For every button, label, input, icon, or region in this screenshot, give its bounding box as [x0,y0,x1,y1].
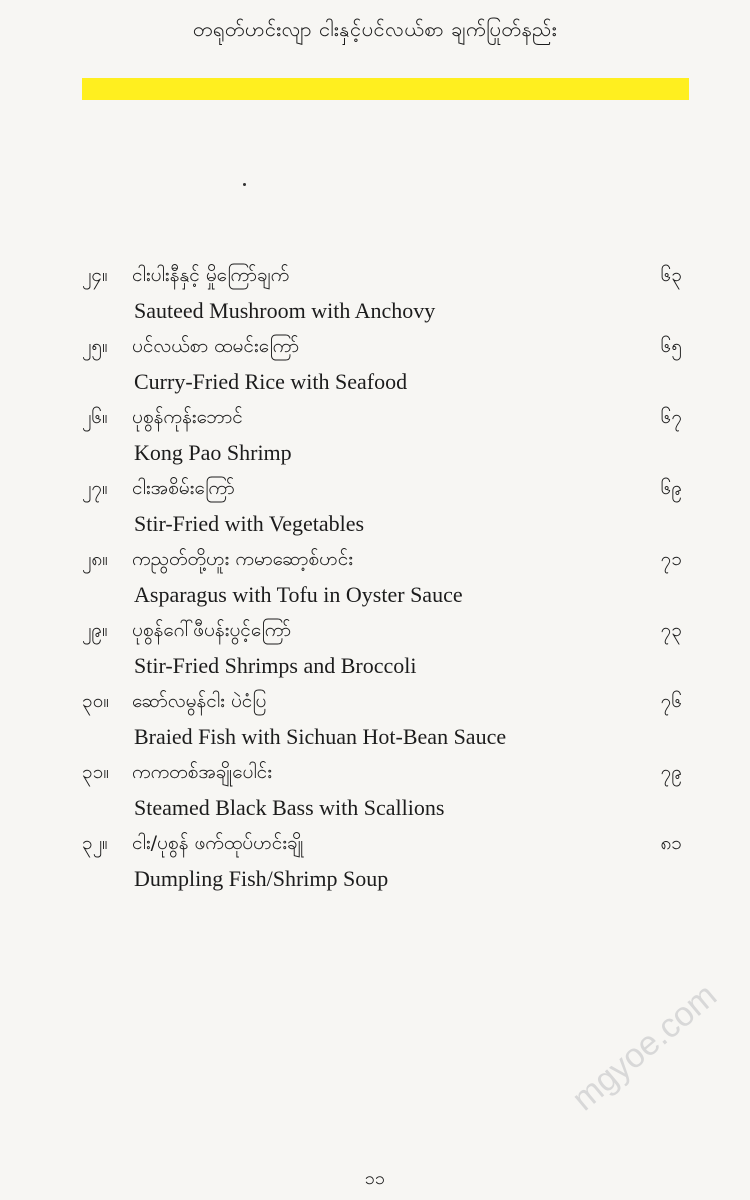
toc-entry[interactable] [82,826,682,897]
entry-page-number: ၆၉ [660,477,682,499]
entry-number: ၂၄။ [82,264,108,286]
entry-page-number: ၇၆ [660,690,682,712]
page-number: ၁၁ [364,1168,386,1189]
entry-page-number: ၇၃ [660,619,682,641]
entry-title-myanmar: ကညွတ်တို့ဟူး ကမာဆော့စ်ဟင်း [132,548,354,570]
entry-title-english: Kong Pao Shrimp [134,440,292,465]
entry-number: ၂၉။ [82,619,108,641]
entry-number: ၂၅။ [82,335,108,357]
entry-page-number: ၆၇ [660,406,682,428]
entry-title-english: Curry-Fried Rice with Seafood [134,369,408,394]
entry-title-english: Stir-Fried Shrimps and Broccoli [134,653,417,678]
entry-number: ၃၂။ [82,832,108,854]
entry-title-english: Dumpling Fish/Shrimp Soup [134,866,389,891]
toc-entry[interactable] [82,684,682,755]
toc-entry[interactable] [82,258,682,329]
toc-entry[interactable] [82,400,682,471]
toc-entry[interactable] [82,471,682,542]
watermark: mgyoe.com [564,976,724,1119]
entry-number: ၂၆။ [82,406,108,428]
entry-title-english: Sauteed Mushroom with Anchovy [134,298,436,323]
entry-title-english: Asparagus with Tofu in Oyster Sauce [134,582,463,607]
entry-title-myanmar: ပင်လယ်စာ ထမင်းကြော် [132,335,300,357]
entry-number: ၃၀။ [82,690,110,712]
entry-number: ၃၁။ [82,761,110,783]
entry-number: ၂၇။ [82,477,108,499]
entry-page-number: ၆၅ [660,335,682,357]
entry-title-myanmar: ပုစွန်ကုန်းဘောင် [132,406,243,428]
entry-title-myanmar: ကကတစ်အချိုပေါင်း [132,761,273,783]
entry-page-number: ၆၃ [660,264,682,286]
toc-entry[interactable] [82,613,682,684]
entry-title-english: Braied Fish with Sichuan Hot-Bean Sauce [134,724,507,749]
entry-page-number: ၇၁ [660,548,682,570]
entry-title-myanmar: ဆော်လမွန်ငါး ပဲငံပြ [132,690,267,712]
entry-title-myanmar: ငါးပါးနီနှင့် မှိုကြော်ချက် [132,264,290,286]
entry-number: ၂၈။ [82,548,108,570]
entry-page-number: ၈၁ [660,832,682,854]
toc-entry[interactable] [82,329,682,400]
table-of-contents [82,258,682,897]
entry-title-myanmar: ငါး/ပုစွန် ဖက်ထုပ်ဟင်းချို [132,832,304,854]
highlight-bar [82,78,689,100]
entry-title-myanmar: ငါးအစိမ်းကြော် [132,477,235,499]
entry-title-myanmar: ပုစွန်ဂေါ်ဖီပန်းပွင့်ကြော် [132,619,292,641]
toc-entry[interactable] [82,755,682,826]
ink-dot [243,183,246,186]
entry-page-number: ၇၉ [660,761,682,783]
entry-title-english: Steamed Black Bass with Scallions [134,795,445,820]
page-header: တရုတ်ဟင်းလျာ ငါးနှင့်ပင်လယ်စာ ချက်ပြုတ်နည်း [192,17,558,41]
entry-title-english: Stir-Fried with Vegetables [134,511,365,536]
toc-entry[interactable] [82,542,682,613]
